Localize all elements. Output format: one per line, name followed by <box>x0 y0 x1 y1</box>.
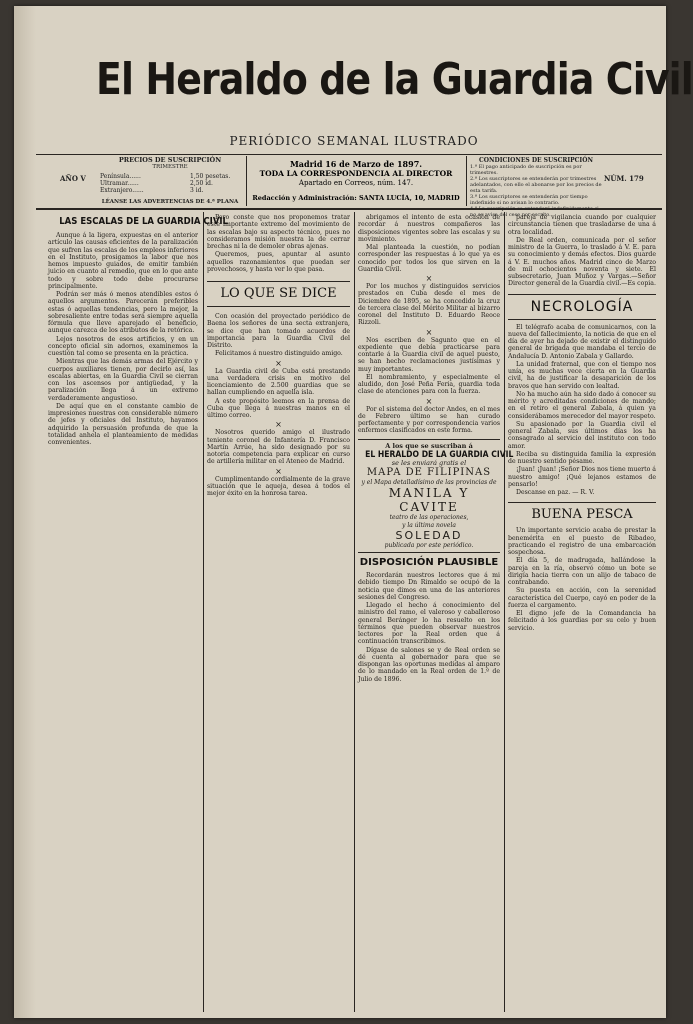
separator: × <box>425 327 433 337</box>
article-paragraph: De aquí que en el constante cambio de impresiones nuestras con considerable número de jefes y oficiales del Instituto, hayamos adquirido la persuasión profunda de que la totalidad anhela el planteamiento de medidas convenientes. <box>48 402 198 446</box>
info-bar-top-rule <box>36 154 662 155</box>
separator: × <box>425 396 433 406</box>
column-1 <box>48 214 228 1014</box>
prices-box <box>100 157 240 206</box>
separator: × <box>275 466 282 476</box>
newspaper-page <box>14 6 693 1018</box>
condition-item: 3.ª Los suscriptores se entenderán por tiempo indefinido si no avisan lo contrario. <box>470 194 588 206</box>
news-paragraph: Descanse en paz. — R. V. <box>516 489 595 496</box>
article-paragraph: Lejos nosotros de esos artificios, y en un concepto oficial sin adornos, examinemos la cuestión tal como se presenta en la práctica. <box>48 335 198 357</box>
article-paragraph: Pero conste que nos proponemos tratar este importante extremo del movimiento de las escalas bajo su aspecto técnico, pues no consideramos misión nuestra la de cerrar brechas ni la de demoler obras ajenas. <box>207 214 350 250</box>
article-paragraph: Queremos, pues, apuntar al asunto aquellos razonamientos que puedan ser provechosos, y hasta ver lo que pasa. <box>207 251 350 273</box>
news-paragraph: Llegado el hecho á conocimiento del ministro del ramo, el valeroso y caballeroso general Beránger lo ha resuelto en los términos que pueden observar nuestros lectores por la Real orden que á continuación transcribimos. <box>358 602 500 646</box>
news-paragraph: Su apasionado por la Guardia civil el general Zabala, sus últimos días los ha consagrado al servicio del instituto con todo amor. <box>508 420 656 450</box>
column-divider <box>504 212 505 1012</box>
ad-line: teatro de las operaciones, <box>389 514 469 522</box>
section-heading: NECROLOGÍA <box>508 294 656 320</box>
column-divider <box>203 212 204 1012</box>
article-paragraph: Aunque á la ligera, expuestas en el anterior artículo las causas eficientes de la paralización que sufren las escalas de los empleos inferiores en el Instituto, prosigamos la labor que nos hemos impuesto guiados, de emitir también juicio en cuanto al remedio, que en lo que ante todo y sobre todo debe procurarse principalmente. <box>48 232 199 290</box>
prices-row: Península...... <box>100 173 141 180</box>
page-edge <box>14 6 36 1018</box>
article-heading: LAS ESCALAS DE LA GUARDIA CIVIL <box>59 216 228 227</box>
prices-value: 1,50 pesetas. <box>190 173 231 180</box>
conditions-title: CONDICIONES DE SUSCRIPCIÓN <box>479 157 593 164</box>
news-paragraph: Cumplimentando cordialmente de la grave situación que le aqueja, desea á todos el mejor éxito en la honrosa tarea. <box>207 475 350 497</box>
ad-provinces: MANILA Y CAVITE <box>388 486 470 515</box>
news-paragraph: Nosotros querido amigo el ilustrado teniente coronel de Infantería D. Francisco Martín Arrúe, ha sido designado por su notoria competencia para explicar en curso de artillería militar en el Ateneo de Madrid. <box>207 429 350 466</box>
article-paragraph: Mientras que las demás armas del Ejército y cuerpos auxiliares tienen, por decirlo así, las escalas abiertas, en la Guardia Civil se cierran con los ascensos por antigüedad, y la paralización llega á un extremo verdaderamente angustioso. <box>48 358 198 402</box>
issue-number: NÚM. 179 <box>604 174 644 183</box>
prices-value: 2,50 id. <box>190 180 213 187</box>
prices-title: PRECIOS DE SUSCRIPCIÓN <box>118 156 222 164</box>
news-paragraph: Felicitamos á nuestro distinguido amigo. <box>215 350 343 358</box>
news-paragraph: Mal planteada la cuestión, no podían corresponder las respuestas á lo que ya es conocido por todos los que sirven en la Guardia Civil. <box>358 244 500 273</box>
news-paragraph: La unidad fraternal, que con el tiempo nos unía, es muchas vece cierta en la Guardia civil, ha de justificar la desaparición de los bravos que han servido con lealtad. <box>508 360 656 390</box>
news-paragraph: Reciba su distinguida familia la expresión de nuestro sentido pésame. <box>508 450 656 465</box>
condition-item: 4.ª La suscripción se entenderá indefinidamente si no se avisa del cese por escrito. <box>470 206 599 218</box>
prices-value: 3 id. <box>190 187 204 194</box>
masthead-subtitle: PERIÓDICO SEMANAL ILUSTRADO <box>229 134 479 148</box>
column-4 <box>508 214 656 1014</box>
subscription-ad <box>358 439 514 554</box>
condition-item: 1.ª El pago anticipado de suscripción es por trimestres. <box>470 164 582 176</box>
prices-row: Ultramar...... <box>100 180 139 187</box>
separator: × <box>425 274 433 283</box>
separator: × <box>275 358 282 368</box>
ad-line: se les enviará gratis el <box>391 458 467 467</box>
news-paragraph: Por los muchos y distinguidos servicios prestados en Cuba desde el mes de Diciembre de 1895, se ha concedido la cruz de tercera clase del Mérito Militar al bizarro coronel del Instituto D. Eduardo Reoce Rizzoli. <box>358 283 500 327</box>
news-paragraph: A este propósito leemos en la prensa de Cuba que llega á nuestras manos en el último correo. <box>207 397 350 419</box>
column-2 <box>207 214 350 1014</box>
section-heading: BUENA PESCA <box>508 502 656 523</box>
news-paragraph: El digno jefe de la Comandancia ha felicitado á los guardias por su celo y buen servicio. <box>508 610 656 632</box>
news-paragraph: El telégrafo acaba de comunicarnos, con la nueva del fallecimiento, la noticia de que en el día de ayer ha dejado de existir el distinguido general de brigada que mandaba el tercio de Andalucía D. Antonio Zabala y Gallardo. <box>508 323 656 360</box>
ad-line: y la última novela <box>402 521 456 529</box>
correspondence-note: TODA LA CORRESPONDENCIA AL DIRECTOR <box>259 169 453 178</box>
article-paragraph: Podrán ser más ó menos atendibles estos ó aquellos argumentos. Parecerán preferibles estas ó aquellas tendencias, pero la mejor, la sobresaliente entre todas será siempre aquella fórmula que lleve aparejado el beneficio, aunque carezca de los atributos de la retórica. <box>48 291 198 335</box>
news-paragraph: Nos escriben de Sagunto que en el expediente que debía practicarse para contarle á la Guardia civil de aquel puesto, se han hecho reclamaciones justísimas y muy importantes. <box>358 336 500 373</box>
conditions-box <box>470 157 602 218</box>
news-paragraph: ¡Juan! ¡Juan! ¡Señor Dios nos tiene muerto á nuestro amigo! ¡Qué lejanos estamos de pensarlo! <box>508 466 656 488</box>
ad-map: MAPA DE FILIPINAS <box>366 467 492 478</box>
date-box <box>248 159 464 203</box>
news-paragraph: abrigamos el intento de esta ocasión de recordar á nuestros compañeros las disposiciones vigentes sobre las escalas y su movimiento. <box>358 214 500 243</box>
column-3 <box>358 214 514 1014</box>
ad-line: y el Mapa detalladísimo de las provincias de <box>361 479 497 486</box>
news-paragraph: No ha mucho aún ha sido dado á conocer su mérito y acreditadas condiciones de mando; en el retiro el general Zabala, á quien ya considerábamos merecedor del mayor respeto. <box>508 390 656 420</box>
separator: × <box>275 420 282 430</box>
condition-item: 2.ª Los suscriptores se entenderán por trimestres adelantados, con ello el abonarse por los precios de esta tarifa. <box>470 176 602 194</box>
news-paragraph: De Real orden, comunicada por el señor ministro de la Guerra, lo traslado á V. E. para su conocimiento y demás efectos. Dios guarde á V. E. muchos años. Madrid cinco de Marzo de mil ochocientos noventa y siete. El subsecretario, Juan Muñoz y Vargas.—Señor Director general de la Guardia civil.—Es copia. <box>508 236 656 288</box>
news-paragraph: Por el sistema del doctor Andes, en el mes de Febrero último se han curado perfectamente y por correspondencia varios enfermos clasificados en este forma. <box>358 405 500 435</box>
ad-novel: SOLEDAD <box>395 528 463 542</box>
address: Redacción y Administración: SANTA LUCÍA, 10, MADRID <box>252 194 460 202</box>
info-divider <box>466 156 467 206</box>
prices-footer: LÉANSE LAS ADVERTENCIAS DE 4.ª PLANA <box>101 199 239 205</box>
news-paragraph: La Guardia civil de Cuba está prestando una verdadera crisis en motivo del licenciamiento de 2.500 guardias que se hallan cumpliendo en aquella isla. <box>207 367 350 397</box>
po-box: Apartado en Correos, núm. 147. <box>298 179 414 187</box>
ad-title: EL HERALDO DE LA GUARDIA CIVIL <box>365 449 514 460</box>
section-heading: DISPOSICIÓN PLAUSIBLE <box>359 557 499 568</box>
news-paragraph: El día 5, de madrugada, hallándose la pareja en la ría, observó cómo un bote se dirigía hacia tierra con un alijo de tabaco de contrabando. <box>508 557 656 586</box>
news-paragraph: Recordarán nuestros lectores que á mi debido tiempo Dn Rimaldo se ocupó de la noticia que dimos en una de las anteriores sesiones del Congreso. <box>358 572 500 601</box>
news-paragraph: Con ocasión del proyectado periódico de Baena los señores de una secta extranjera, se dice que han tomado acuerdos de importancia para la Guardia Civil del Distrito. <box>207 313 350 349</box>
news-paragraph: pareja de vigilancia cuando por cualquier circunstancia tienen que trasladarse de una á otra localidad. <box>508 214 656 236</box>
info-divider <box>246 156 247 206</box>
section-heading: LO QUE SE DICE <box>207 281 350 307</box>
year-label: AÑO V <box>60 174 86 183</box>
news-paragraph: Su puesta en acción, con la serenidad característica del Cuerpo, cayó en poder de la fuerza el cargamento. <box>508 587 656 609</box>
news-paragraph: Dígase de salones se y de Real orden se dé cuenta al gobernador para que se dispongan las oportunas medidas al amparo de lo mandado en la Real orden de 1.º de Julio de 1896. <box>358 646 500 683</box>
issue-date: Madrid 16 de Marzo de 1897. <box>289 159 423 169</box>
column-divider <box>354 212 355 1012</box>
ad-line: publicada por este periódico. <box>384 541 474 549</box>
prices-subtitle: TRIMESTRE <box>152 164 188 170</box>
masthead-title: El Heraldo de la Guardia Civil <box>96 54 693 105</box>
news-paragraph: Un importante servicio acaba de prestar la benemérita en el puesto de Ribadeo, practicando el registro de una embarcación sospechosa. <box>508 527 656 556</box>
prices-row: Extranjero...... <box>100 187 144 194</box>
ad-intro: A los que se suscriban á <box>385 441 473 450</box>
news-paragraph: El nombramiento, y especialmente el aludido, don José Peña Feria, guardia toda clase de atenciones para con la fuerza. <box>358 373 500 396</box>
